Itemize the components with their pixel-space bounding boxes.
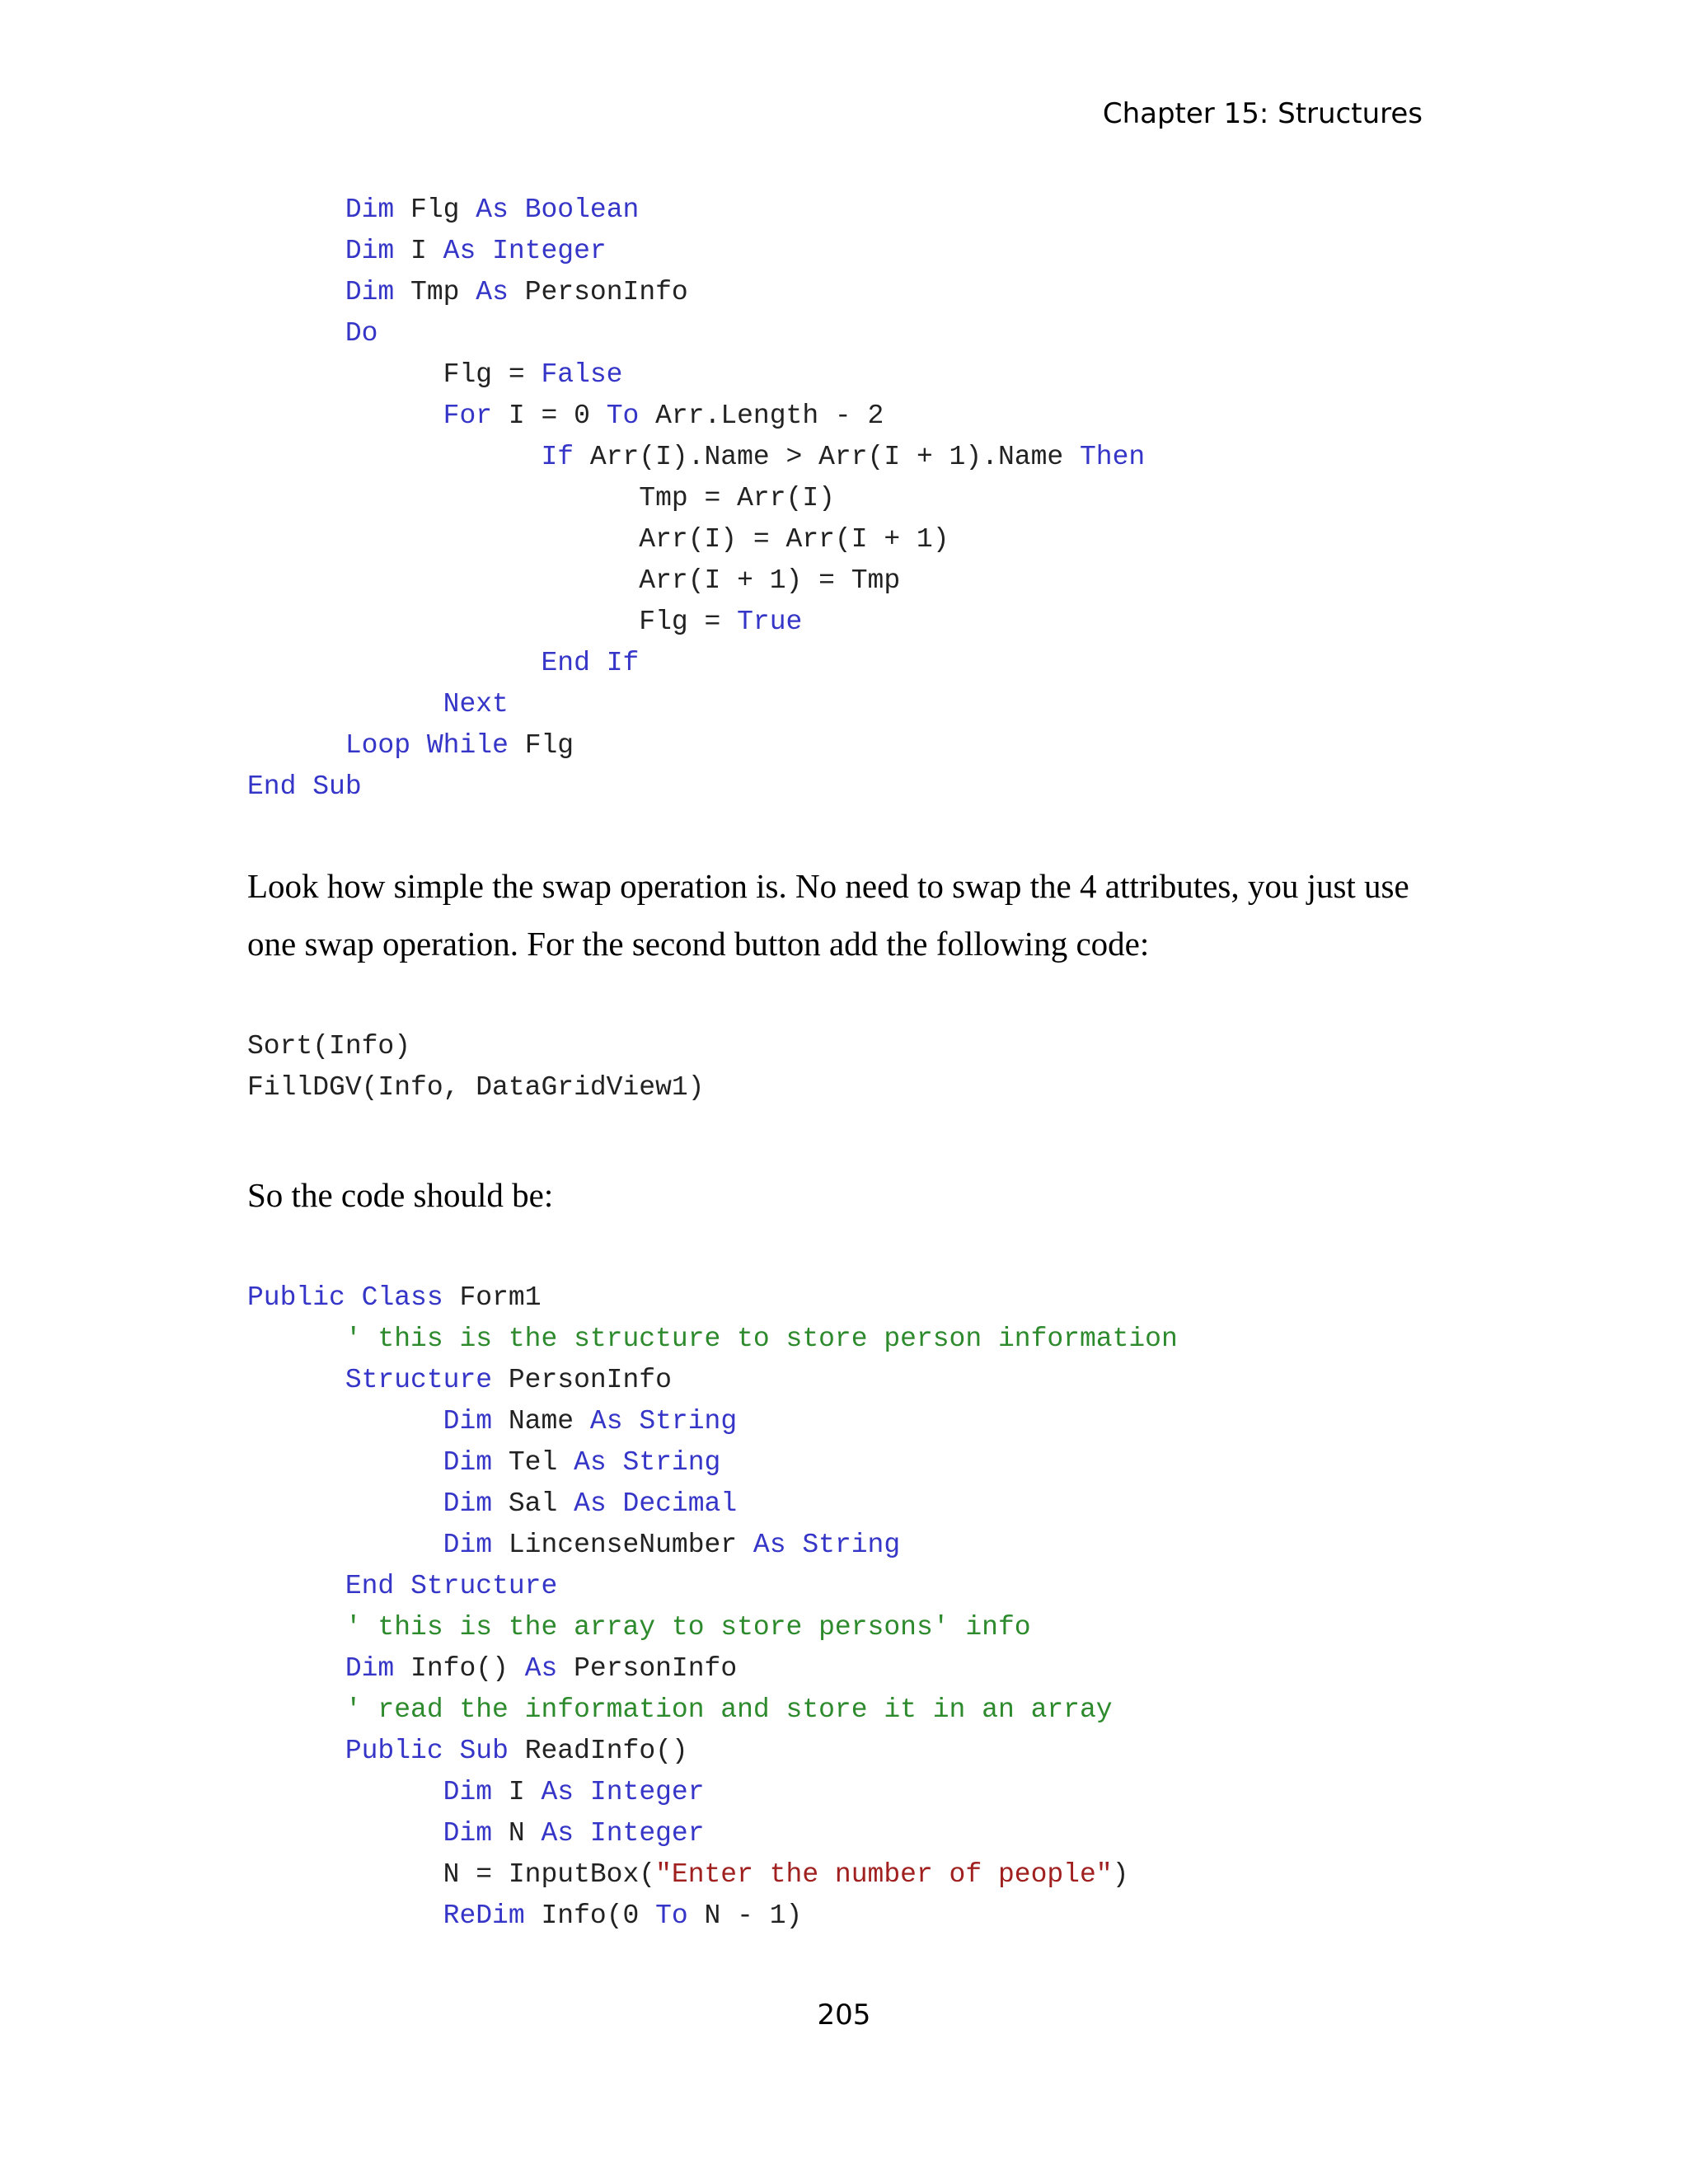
code-indent [247,1900,443,1931]
code-keyword: If [541,442,574,472]
code-line [247,560,1145,602]
code-line [247,1854,1178,1896]
code-keyword: Structure [345,1365,493,1395]
code-keyword: As [541,1777,574,1807]
code-text [607,1447,623,1478]
code-block-button-handler [247,1026,705,1108]
code-indent [247,483,639,513]
code-text: Flg = [443,359,542,390]
code-text: I [394,236,443,266]
code-keyword: Dim [345,236,395,266]
code-line [247,1772,1178,1813]
code-keyword: Decimal [622,1488,738,1519]
code-line [247,725,1145,766]
code-indent [247,442,541,472]
code-indent [247,1777,443,1807]
code-line [247,272,1145,313]
code-line [247,231,1145,272]
code-text [590,648,607,678]
code-text: N = InputBox( [443,1859,656,1890]
code-line [247,1401,1178,1442]
code-indent [247,1859,443,1890]
code-indent [247,689,443,719]
code-keyword: For [443,401,493,431]
code-indent [247,1365,345,1395]
code-indent [247,359,443,390]
code-indent [247,1612,345,1643]
code-string: "Enter the number of people" [655,1859,1113,1890]
code-indent [247,1488,443,1519]
code-indent [247,524,639,555]
code-text [623,1406,640,1436]
code-line [247,1442,1178,1483]
code-text: I = 0 [492,401,607,431]
code-keyword: As [443,236,476,266]
code-text [476,236,492,266]
code-keyword: Then [1079,442,1146,472]
paragraph-code-intro: So the code should be: [247,1176,554,1214]
code-text: ) [1112,1859,1129,1890]
code-keyword: ReDim [443,1900,525,1931]
code-text: Arr(I) = Arr(I + 1) [639,524,950,555]
code-keyword: Public [345,1736,443,1766]
code-keyword: String [622,1447,721,1478]
code-keyword: Dim [345,277,395,307]
code-text [394,1571,410,1601]
code-text: PersonInfo [508,277,688,307]
code-text [607,1488,623,1519]
code-text [296,771,312,802]
code-indent [247,648,541,678]
code-line [247,1483,1178,1525]
code-line [247,1026,705,1067]
code-text: Sal [492,1488,574,1519]
code-block-bubble-sort-end [247,190,1145,808]
code-line [247,313,1145,354]
code-indent [247,1653,345,1684]
code-text: Info() [394,1653,525,1684]
code-line [247,1896,1178,1937]
code-line [247,643,1145,684]
code-line [247,1648,1178,1690]
code-text: Form1 [443,1282,542,1313]
code-keyword: Do [345,318,378,349]
code-keyword: As [541,1818,574,1849]
code-text: Arr(I).Name > Arr(I + 1).Name [574,442,1080,472]
code-text [574,1777,590,1807]
code-keyword: End [541,648,590,678]
code-text: N - 1) [687,1900,803,1931]
code-line [247,602,1145,643]
code-text [410,730,427,761]
code-line [247,684,1145,725]
code-text: FillDGV(Info, DataGridView1) [247,1072,705,1103]
code-keyword: Integer [589,1777,705,1807]
chapter-header: Chapter 15: Structures [1102,97,1423,130]
code-text [509,194,525,225]
code-text: Tmp = Arr(I) [639,483,835,513]
code-line [247,437,1145,478]
code-keyword: As [589,1406,623,1436]
code-keyword: As [524,1653,558,1684]
code-keyword: Structure [410,1571,558,1601]
code-line [247,1813,1178,1854]
code-comment: ' this is the structure to store person information [345,1324,1178,1354]
code-keyword: Sub [459,1736,509,1766]
code-keyword: Dim [345,194,395,225]
code-indent [247,565,639,596]
code-text: Tmp [394,277,476,307]
code-keyword: False [541,359,623,390]
code-keyword: Loop [345,730,411,761]
code-keyword: As [753,1530,786,1560]
code-text: PersonInfo [492,1365,672,1395]
code-keyword: Dim [345,1653,395,1684]
paragraph-swap-explanation: Look how simple the swap operation is. No need to swap the 4 attributes, you just use one swap operation. For the second button add the following code: [247,867,1409,963]
code-indent [247,236,345,266]
code-text: Info(0 [524,1900,656,1931]
code-line [247,1566,1178,1607]
code-keyword: While [426,730,509,761]
code-text: Tel [492,1447,574,1478]
code-keyword: Dim [443,1406,493,1436]
code-line [247,519,1145,560]
code-text: I [492,1777,542,1807]
code-text [574,1818,590,1849]
code-keyword: Dim [443,1488,493,1519]
code-indent [247,1530,443,1560]
code-line [247,354,1145,396]
code-keyword: Dim [443,1818,493,1849]
code-line [247,190,1145,231]
code-indent [247,730,345,761]
code-block-form1-class [247,1277,1178,1937]
code-comment: ' read the information and store it in an array [345,1694,1113,1725]
code-text [443,1736,460,1766]
code-text: Flg [508,730,574,761]
code-line [247,1731,1178,1772]
code-line [247,478,1145,519]
code-indent [247,1571,345,1601]
code-keyword: To [606,401,640,431]
code-keyword: String [802,1530,901,1560]
code-keyword: End [247,771,297,802]
code-line [247,396,1145,437]
code-text: Flg [394,194,476,225]
code-keyword: As [574,1488,607,1519]
code-text [786,1530,803,1560]
code-indent [247,1324,345,1354]
code-keyword: As [574,1447,607,1478]
code-keyword: Boolean [524,194,640,225]
code-text: ReadInfo() [508,1736,688,1766]
code-indent [247,1694,345,1725]
code-indent [247,318,345,349]
code-keyword: Public [247,1282,345,1313]
code-indent [247,1447,443,1478]
code-line [247,1067,705,1108]
code-indent [247,1818,443,1849]
code-keyword: Class [361,1282,443,1313]
code-keyword: Next [443,689,509,719]
code-indent [247,277,345,307]
code-indent [247,1406,443,1436]
code-indent [247,401,443,431]
code-line [247,1360,1178,1401]
code-text: Sort(Info) [247,1031,411,1062]
code-keyword: Integer [589,1818,705,1849]
code-line [247,1607,1178,1648]
code-text: Flg = [639,607,738,637]
code-keyword: String [639,1406,738,1436]
code-keyword: Sub [312,771,362,802]
code-text: Arr(I + 1) = Tmp [639,565,901,596]
code-keyword: Dim [443,1530,493,1560]
code-keyword: As [476,194,509,225]
code-keyword: End [345,1571,395,1601]
code-line [247,1319,1178,1360]
code-indent [247,194,345,225]
code-keyword: Dim [443,1777,493,1807]
code-indent [247,607,639,637]
code-text: LincenseNumber [492,1530,753,1560]
code-keyword: As [476,277,509,307]
code-indent [247,1736,345,1766]
code-line [247,1525,1178,1566]
code-keyword: Integer [492,236,607,266]
code-text: PersonInfo [557,1653,738,1684]
code-line [247,766,1145,808]
code-keyword: If [606,648,640,678]
code-text [345,1282,362,1313]
code-text: Arr.Length - 2 [639,401,884,431]
code-line [247,1690,1178,1731]
code-line [247,1277,1178,1319]
code-keyword: Dim [443,1447,493,1478]
code-text: Name [492,1406,590,1436]
code-text: N [492,1818,542,1849]
code-comment: ' this is the array to store persons' info [345,1612,1031,1643]
code-keyword: To [655,1900,688,1931]
code-keyword: True [737,607,803,637]
page-number: 205 [817,1999,871,2032]
